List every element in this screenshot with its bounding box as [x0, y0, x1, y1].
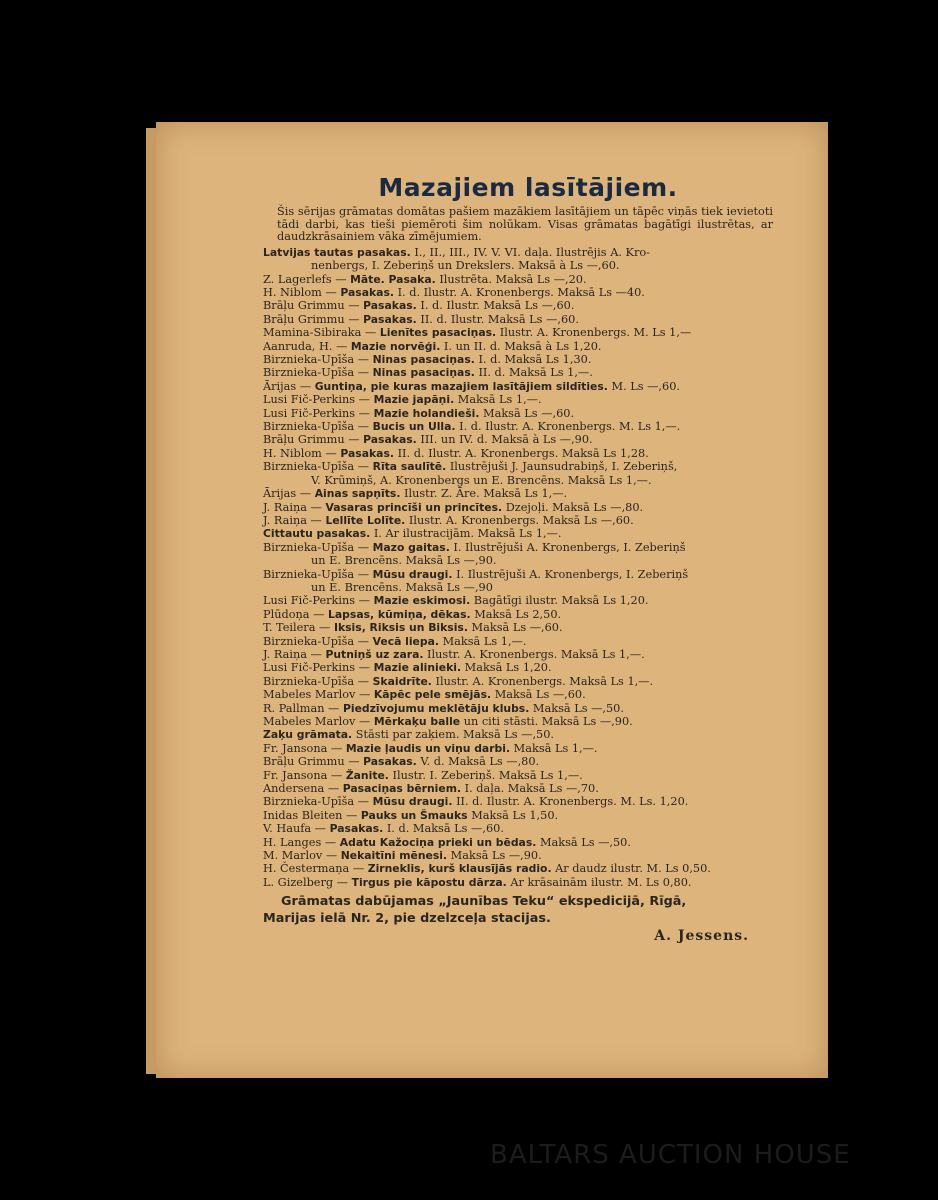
entry-book-title: Nekaitīni mēnesi. — [340, 849, 448, 863]
list-item — [263, 795, 773, 808]
entry-book-title: Zaķu grāmata. — [263, 728, 353, 742]
entry-book-title: Mazie eskimosi. — [373, 594, 471, 608]
entry-details: I. d. Ilustr. A. Kronenbergs. M. Ls 1,—. — [455, 420, 681, 434]
entry-continuation: un E. Brencēns. Maksā Ls —,90 — [311, 580, 493, 594]
list-item — [263, 326, 773, 339]
entry-author: Mamina-Sibiraka — — [263, 326, 380, 340]
entry-author: Birznieka-Upīša — — [263, 460, 373, 474]
entry-author: Andersena — — [263, 782, 343, 796]
list-item — [263, 809, 773, 822]
entry-author: Fr. Jansona — — [263, 768, 346, 782]
list-item — [263, 836, 773, 849]
entry-details: Maksā Ls —,50. — [536, 835, 631, 849]
publisher-name: A. Jessens. — [654, 928, 749, 945]
entry-author: Z. Lagerlefs — — [263, 272, 351, 286]
entry-author: Brāļu Grimmu — — [263, 755, 364, 769]
entry-book-title: Pasakas. — [363, 433, 417, 447]
list-item — [263, 407, 773, 420]
entry-author: H. Čestermaņa — — [263, 862, 368, 876]
entry-details: III. un IV. d. Maksā à Ls —,90. — [416, 433, 593, 447]
entry-details: I. d. Ilustr. Maksā Ls —,60. — [416, 299, 575, 313]
entry-book-title: Mazie alinieki. — [373, 661, 462, 675]
entry-details: Maksā Ls 1,20. — [461, 661, 552, 675]
entry-details: II. d. Maksā Ls 1,—. — [474, 366, 593, 380]
entry-details: I. daļa. Maksā Ls —,70. — [461, 782, 599, 796]
list-item — [263, 393, 773, 406]
list-item — [263, 299, 773, 312]
entry-details: Stāsti par zaķiem. Maksā Ls —,50. — [352, 728, 555, 742]
list-item — [263, 366, 773, 379]
entry-details: Ar krāsainām ilustr. M. Ls 0,80. — [506, 875, 692, 889]
list-item — [263, 648, 773, 661]
list-item — [263, 420, 773, 433]
entry-book-title: Mazo gaitas. — [372, 540, 450, 554]
list-item — [263, 514, 773, 527]
entry-author: Lusi Fič-Perkins — — [263, 393, 374, 407]
entry-author: Birznieka-Upīša — — [263, 353, 373, 367]
entry-book-title: Vasaras princīši un princītes. — [325, 500, 503, 514]
entry-details: Ar daudz ilustr. M. Ls 0,50. — [551, 862, 711, 876]
entry-book-title: Ninas pasaciņas. — [372, 366, 475, 380]
entry-book-title: Lellīte Lolīte. — [325, 513, 406, 527]
entry-details: I. d. Maksā Ls —,60. — [383, 822, 504, 836]
entry-book-title: Žanite. — [345, 768, 389, 782]
list-item — [263, 246, 773, 273]
list-item — [263, 487, 773, 500]
entry-details: Maksā Ls 1,—. — [439, 634, 527, 648]
entry-book-title: Pasakas. — [340, 446, 394, 460]
entry-author: Plūdoņa — — [263, 607, 329, 621]
entry-book-title: Pasakas. — [329, 822, 384, 836]
entry-book-title: Iksis, Riksis un Biksis. — [333, 621, 468, 635]
entry-book-title: Mazie norvēģi. — [350, 339, 441, 353]
entry-book-title: Mazie japāņi. — [373, 393, 455, 407]
entry-details: II. d. Ilustr. A. Kronenbergs. Maksā Ls 1,28. — [394, 446, 649, 460]
entry-author: Lusi Fič-Perkins — — [263, 661, 374, 675]
entry-book-title: Pasakas. — [363, 312, 417, 326]
entry-details: I. un II. d. Maksā à Ls 1,20. — [440, 339, 602, 353]
entry-author: Lusi Fič-Perkins — — [263, 406, 374, 420]
entry-details: Maksā Ls 1,50. — [467, 808, 559, 822]
entry-book-title: Māte. Pasaka. — [350, 272, 436, 286]
entry-details: Ilustrējuši J. Jaunsudrabiņš, I. Zeberiņš, — [446, 460, 678, 474]
entry-author: L. Gizelberg — — [263, 875, 352, 889]
entry-details: un citi stāsti. Maksā Ls —,90. — [460, 715, 633, 728]
entry-book-title: Pauks un Šmauks — [360, 808, 468, 822]
list-item — [263, 635, 773, 648]
entry-details: Dzejoļi. Maksā Ls —,80. — [502, 500, 644, 514]
list-item — [263, 340, 773, 353]
entry-author: M. Marlov — — [263, 849, 341, 863]
entry-details: Ilustrēta. Maksā Ls —,20. — [435, 272, 587, 286]
list-item — [263, 755, 773, 768]
entry-continuation: nenbergs, I. Zeberiņš un Drekslers. Maksā à Ls —,60. — [311, 259, 620, 273]
intro-paragraph: Šis sērijas grāmatas domātas pašiem mazākiem lasītājiem un tāpēc viņās tiek ievietoti tādi darbi, kas tieši piemēroti šim nolūkam. Visas grāmatas bagātīgi ilustrētas, ar daudzkrāsainiem vāka zīmējumiem. — [277, 205, 773, 244]
entry-book-title: Kāpēc pele smējās. — [373, 688, 492, 702]
entry-book-title: Mērkaķu balle — [373, 715, 461, 728]
entry-details: Ilustr. A. Kronenbergs. Maksā Ls 1,—. — [431, 674, 654, 688]
entry-details: Maksā Ls 1,—. — [510, 741, 598, 755]
entry-continuation: un E. Brencēns. Maksā Ls —,90. — [311, 554, 497, 568]
entry-author: Birznieka-Upīša — — [263, 540, 373, 554]
entry-details: I. d. Maksā Ls 1,30. — [474, 353, 592, 367]
list-item — [263, 501, 773, 514]
entry-continuation: V. Krūmiņš, A. Kronenbergs un E. Brencēns. Maksā Ls 1,—. — [311, 473, 652, 487]
entry-author: H. Langes — — [263, 835, 340, 849]
footer-line-1: Grāmatas dabūjamas „Jaunības Teku“ ekspedicijā, Rīgā, — [281, 894, 687, 910]
entry-author: H. Niblom — — [263, 286, 341, 299]
list-item — [263, 715, 773, 728]
list-item — [263, 313, 773, 326]
entry-author: Mabeles Marlov — — [263, 715, 374, 728]
entry-details: II. d. Ilustr. Maksā Ls —,60. — [416, 312, 579, 326]
entry-details: Ilustr. A. Kronenbergs. Maksā Ls —,60. — [405, 513, 634, 527]
entry-book-title: Adatu Kažociņa prieki un bēdas. — [339, 835, 537, 849]
entry-author: Birznieka-Upīša — — [263, 795, 373, 809]
list-item — [263, 527, 773, 540]
entry-book-title: Pasaciņas bērniem. — [342, 782, 462, 796]
entry-author: Inidas Bleiten — — [263, 808, 361, 822]
list-item — [263, 433, 773, 446]
entry-author: Fr. Jansona — — [263, 741, 346, 755]
entry-details: I. Ilustrējuši A. Kronenbergs, I. Zeberiņš — [449, 540, 686, 554]
entry-details: I. Ar ilustracijām. Maksā Ls 1,—. — [370, 527, 562, 541]
entry-book-title: Pasakas. — [340, 286, 394, 299]
entry-author: Ārijas — — [263, 487, 315, 501]
entry-details: II. d. Ilustr. A. Kronenbergs. M. Ls. 1,20. — [452, 795, 689, 809]
entry-author: R. Pallman — — [263, 701, 343, 715]
book-list — [263, 246, 773, 890]
entry-details: V. d. Maksā Ls —,80. — [416, 755, 540, 769]
list-item — [263, 541, 773, 568]
entry-book-title: Zirneklis, kurš klausījās radio. — [367, 862, 552, 876]
footer-note — [263, 893, 773, 927]
list-item — [263, 675, 773, 688]
entry-details: Maksā Ls —,60. — [467, 621, 563, 635]
page-title: Mazajiem lasītājiem. — [378, 173, 678, 202]
list-item — [263, 769, 773, 782]
entry-book-title: Pasakas. — [363, 755, 417, 769]
entry-author: Brāļu Grimmu — — [263, 312, 364, 326]
entry-details: Maksā Ls —,90. — [447, 849, 542, 863]
entry-details: Ilustr. A. Kronenbergs. M. Ls 1,— — [496, 326, 692, 340]
list-item — [263, 728, 773, 741]
entry-details: I. Ilustrējuši A. Kronenbergs, I. Zeberiņš — [452, 567, 689, 581]
entry-details: Ilustr. A. Kronenbergs. Maksā Ls 1,—. — [423, 647, 645, 661]
entry-book-title: Mūsu draugi. — [372, 795, 453, 809]
entry-details: Bagātīgi ilustr. Maksā Ls 1,20. — [470, 594, 649, 608]
list-item — [263, 876, 773, 889]
entry-book-title: Putniņš uz zara. — [325, 647, 424, 661]
entry-author: Lusi Fič-Perkins — — [263, 594, 374, 608]
entry-author: Mabeles Marlov — — [263, 688, 374, 702]
entry-details: Ilustr. Z. Āre. Maksā Ls 1,—. — [400, 487, 568, 501]
list-item — [263, 688, 773, 701]
list-item — [263, 621, 773, 634]
entry-author: Ārijas — — [263, 379, 315, 393]
list-item — [263, 447, 773, 460]
entry-author: Brāļu Grimmu — — [263, 299, 364, 313]
entry-details: Maksā Ls 1,—. — [454, 393, 542, 407]
list-item — [263, 286, 773, 299]
entry-details: I., II., III., IV. V. VI. daļa. Ilustrējis A. Kro- — [410, 245, 650, 259]
entry-details: Ilustr. I. Zeberiņš. Maksā Ls 1,—. — [388, 768, 583, 782]
entry-author: Aanruda, H. — — [263, 339, 351, 353]
entry-author: H. Niblom — — [263, 446, 341, 460]
entry-book-title: Lienītes pasaciņas. — [379, 326, 497, 340]
list-item — [263, 702, 773, 715]
entry-details: Maksā Ls —,60. — [491, 688, 586, 702]
entry-book-title: Mazie ļaudis un viņu darbi. — [345, 741, 511, 755]
entry-author: Birznieka-Upīša — — [263, 420, 373, 434]
entry-details: Maksā Ls —,60. — [479, 406, 575, 420]
entry-book-title: Vecā liepa. — [372, 634, 439, 648]
entry-author: Birznieka-Upīša — — [263, 634, 373, 648]
entry-book-title: Pasakas. — [363, 299, 417, 313]
list-item — [263, 862, 773, 875]
entry-book-title: Lapsas, kūmiņa, dēkas. — [328, 607, 471, 621]
list-item — [263, 380, 773, 393]
list-item — [263, 460, 773, 487]
list-item — [263, 782, 773, 795]
entry-book-title: Ainas sapņīts. — [314, 487, 401, 501]
list-item — [263, 568, 773, 595]
list-item — [263, 608, 773, 621]
entry-author: Birznieka-Upīša — — [263, 366, 373, 380]
entry-book-title: Guntiņa, pie kuras mazajiem lasītājiem sildīties. — [314, 379, 608, 393]
footer-line-2: Marijas ielā Nr. 2, pie dzelzceļa stacijas. — [263, 911, 551, 927]
entry-author: Birznieka-Upīša — — [263, 674, 373, 688]
entry-book-title: Latvijas tautas pasakas. — [263, 245, 411, 259]
entry-details: I. d. Ilustr. A. Kronenbergs. Maksā Ls —40. — [394, 286, 645, 299]
entry-book-title: Skaidrīte. — [372, 674, 432, 688]
entry-author: J. Raiņa — — [263, 647, 326, 661]
entry-book-title: Bucis un Ulla. — [372, 420, 456, 434]
entry-author: Birznieka-Upīša — — [263, 567, 373, 581]
entry-book-title: Cittautu pasakas. — [263, 527, 371, 541]
entry-book-title: Rīta saulītē. — [372, 460, 447, 474]
entry-book-title: Mūsu draugi. — [372, 567, 453, 581]
entry-author: J. Raiņa — — [263, 500, 326, 514]
list-item — [263, 822, 773, 835]
list-item — [263, 849, 773, 862]
list-item — [263, 594, 773, 607]
entry-author: J. Raiņa — — [263, 513, 326, 527]
entry-details: Maksā Ls —,50. — [529, 701, 624, 715]
list-item — [263, 273, 773, 286]
auction-watermark: BALTARS AUCTION HOUSE — [490, 1140, 851, 1170]
entry-book-title: Piedzīvojumu meklētāju klubs. — [342, 701, 530, 715]
advertisement-text-block — [263, 172, 773, 944]
entry-author: Brāļu Grimmu — — [263, 433, 364, 447]
entry-book-title: Ninas pasaciņas. — [372, 353, 475, 367]
list-item — [263, 353, 773, 366]
entry-author: V. Haufa — — [263, 822, 330, 836]
entry-details: M. Ls —,60. — [607, 379, 680, 393]
entry-book-title: Mazie holandieši. — [373, 406, 480, 420]
entry-book-title: Tirgus pie kāpostu dārza. — [351, 875, 507, 889]
list-item — [263, 661, 773, 674]
entry-author: T. Teilera — — [263, 621, 334, 635]
entry-details: Maksā Ls 2,50. — [470, 607, 562, 621]
list-item — [263, 742, 773, 755]
